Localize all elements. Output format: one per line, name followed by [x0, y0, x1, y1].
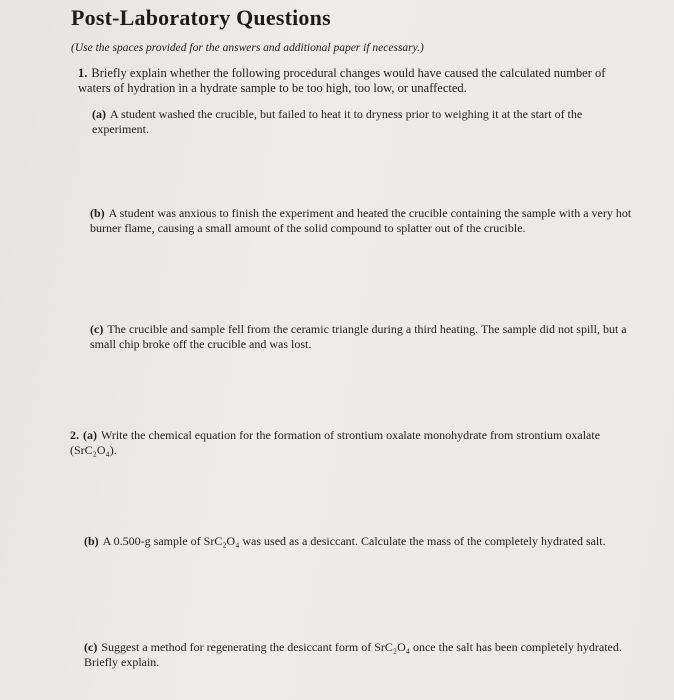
- question-2b: [84, 534, 638, 549]
- question-1b-text: A student was anxious to finish the experiment and heated the crucible containing the sample with a very hot burner flame, causing a small amount of the solid compound to splatter out of the crucible.: [90, 206, 632, 235]
- question-2a-formula: SrC₂O₄: [74, 442, 110, 457]
- question-2a: [70, 428, 640, 457]
- question-1a-label: (a): [92, 107, 106, 121]
- question-2a-label: (a): [83, 428, 97, 442]
- question-2c-text-pre: Suggest a method for regenerating the desiccant form of: [101, 640, 375, 654]
- question-1c-label: (c): [90, 322, 104, 336]
- question-2b-label: (b): [84, 534, 99, 548]
- question-2b-text-post: was used as a desiccant. Calculate the mass of the completely hydrated salt.: [239, 534, 606, 548]
- question-1c-text: The crucible and sample fell from the ceramic triangle during a third heating. The sample did not spill, but a small chip broke off the crucible and was lost.: [90, 322, 627, 351]
- page-title: Post-Laboratory Questions: [71, 5, 331, 30]
- question-1b: [90, 206, 635, 235]
- instructions: (Use the spaces provided for the answers and additional paper if necessary.): [71, 42, 424, 54]
- question-2c-text-post: once the salt has been completely hydrated. Briefly explain.: [84, 640, 622, 669]
- question-2c-formula: SrC₂O₄: [374, 640, 410, 654]
- question-1b-label: (b): [90, 206, 105, 220]
- question-1c: [90, 322, 638, 351]
- question-1: [78, 66, 638, 96]
- question-2b-formula: SrC₂O₄: [203, 534, 240, 548]
- question-2-number: 2.: [70, 428, 79, 442]
- question-1-number: 1.: [78, 66, 88, 80]
- question-2c: [84, 640, 640, 669]
- question-2b-text-pre: A 0.500-g sample of: [102, 534, 204, 548]
- question-1-text: Briefly explain whether the following procedural changes would have caused the calculated number of waters of hydration in a hydrate sample to be too high, too low, or unaffected.: [78, 66, 606, 95]
- question-2a-text-post: ).: [109, 442, 117, 457]
- question-2c-label: (c): [84, 640, 98, 654]
- question-1a-text: A student washed the crucible, but failed to heat it to dryness prior to weighing it at the start of the experiment.: [92, 107, 583, 136]
- question-1a: [92, 107, 632, 136]
- question-2a-text-pre: Write the chemical equation for the formation of strontium oxalate monohydrate from strontium oxalate (: [70, 428, 601, 457]
